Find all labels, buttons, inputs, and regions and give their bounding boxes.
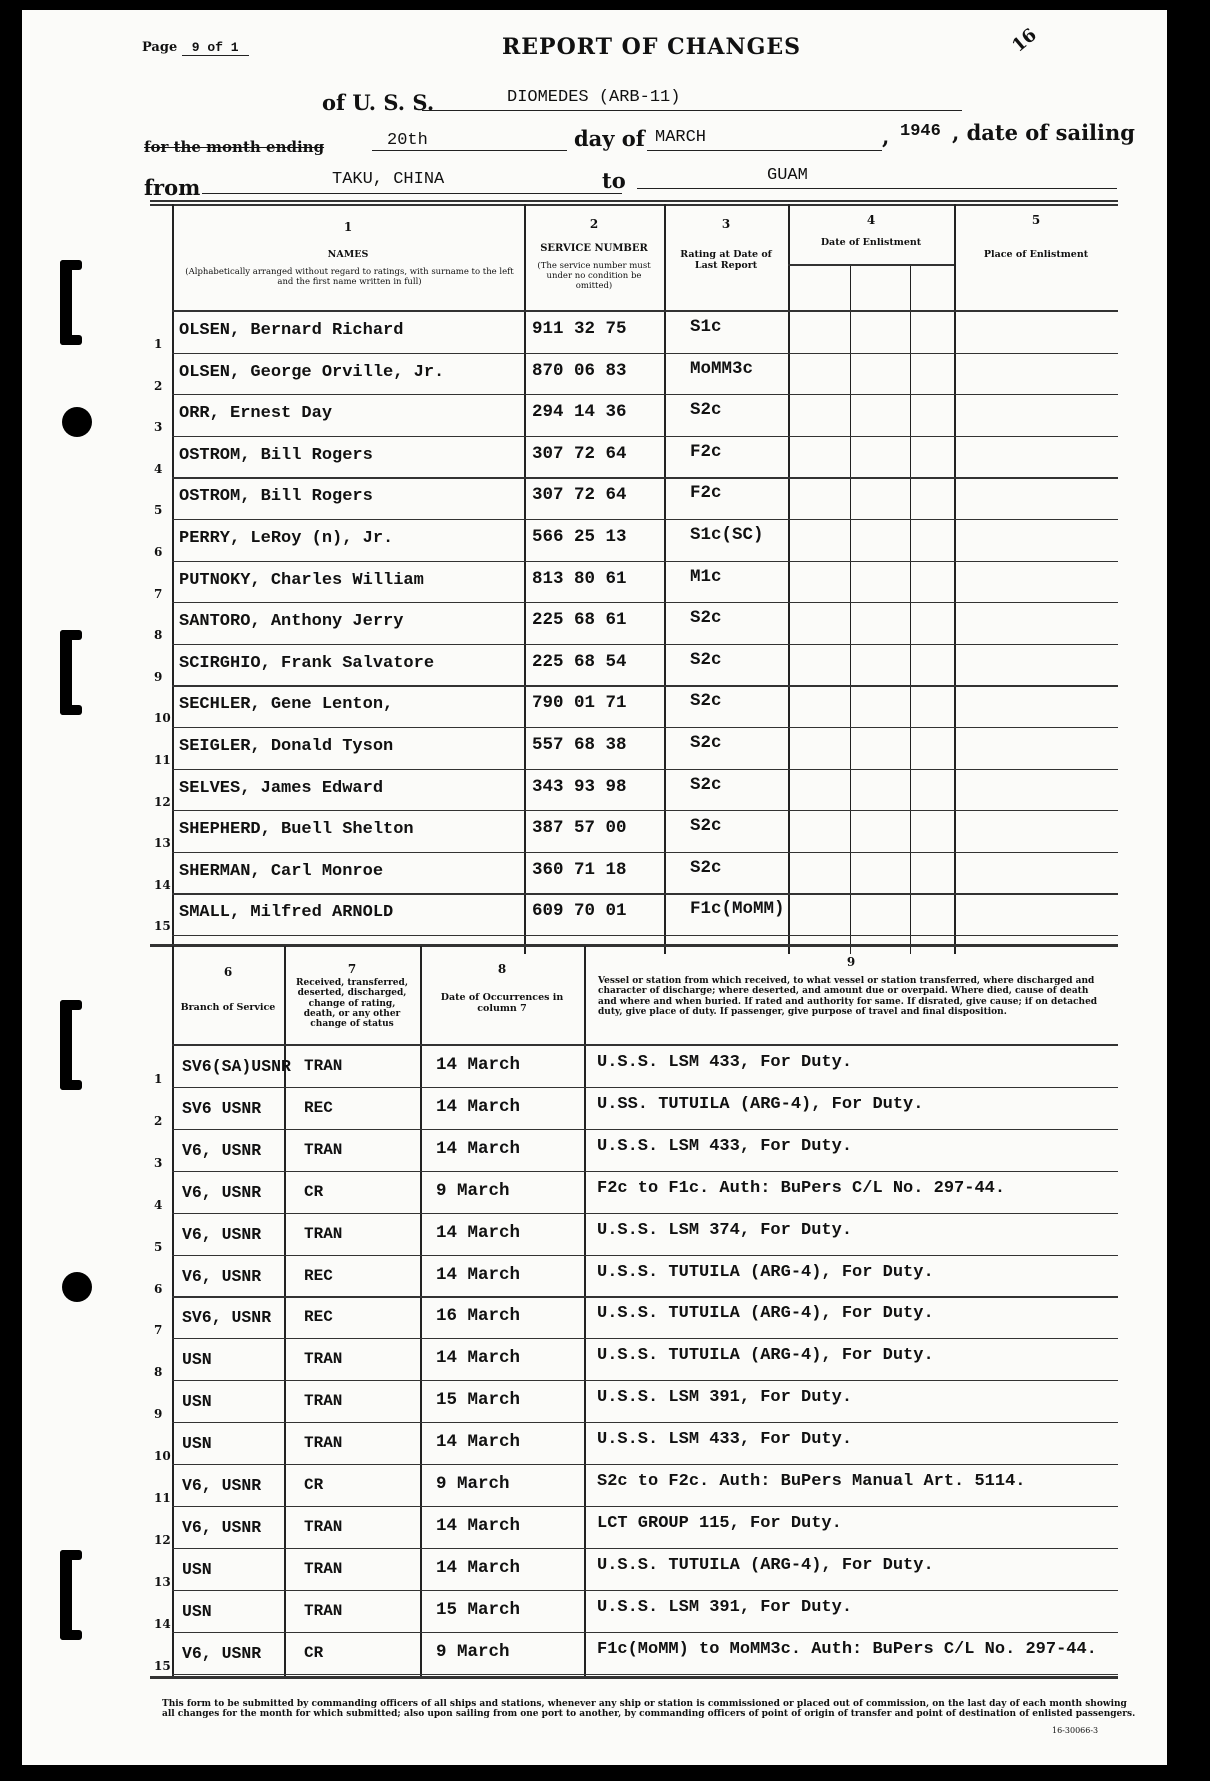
row-divider: [172, 769, 1118, 770]
date-cell: 16 March: [436, 1306, 521, 1327]
name-cell: SEIGLER, Donald Tyson: [179, 737, 394, 756]
rating-cell: S1c(SC): [690, 525, 764, 545]
row-divider: [172, 602, 1118, 603]
service-number-cell: 790 01 71: [532, 693, 627, 714]
row-number: 12: [154, 1532, 171, 1547]
date-cell: 14 March: [436, 1096, 521, 1117]
rating-cell: S1c: [690, 317, 722, 337]
row-number: 14: [154, 1616, 171, 1631]
remarks-cell: U.SS. TUTUILA (ARG-4), For Duty.: [597, 1094, 924, 1114]
row-divider: [172, 477, 1118, 478]
date-of-sailing-label: , date of sailing: [952, 120, 1135, 145]
row-divider: [172, 935, 1118, 936]
name-cell: OSTROM, Bill Rogers: [179, 487, 373, 507]
remarks-cell: F2c to F1c. Auth: BuPers C/L No. 297-44.: [597, 1178, 1006, 1198]
page-number: Page 9 of 1: [142, 40, 249, 55]
row-number: 3: [154, 420, 163, 435]
row-divider: [172, 644, 1118, 645]
row-number: 2: [154, 378, 163, 393]
binder-clip-3: [60, 1000, 72, 1090]
date-cell: 14 March: [436, 1557, 521, 1578]
service-number-cell: 566 25 13: [532, 527, 627, 547]
ship-name: DIOMEDES (ARB-11): [507, 88, 681, 107]
branch-cell: USN: [182, 1392, 212, 1412]
name-cell: SCIRGHIO, Frank Salvatore: [179, 653, 435, 673]
corner-mark: 16: [1008, 24, 1041, 57]
change-cell: REC: [304, 1266, 333, 1285]
row-number: 9: [154, 669, 163, 684]
service-number-cell: 360 71 18: [532, 859, 627, 880]
row-number: 2: [154, 1113, 163, 1128]
rating-cell: S2c: [690, 816, 722, 837]
name-cell: SHEPHERD, Buell Shelton: [179, 820, 414, 840]
footer-note: This form to be submitted by commanding officers of all ships and stations, whenever any ship or station is commissioned or placed out of commission, on the last day of each month showing all changes for the month for which submitted; also upon sailing from one port to another, by commanding officers of point of origin of transfer and point of destination of enlisted passengers.: [162, 1699, 1136, 1719]
rating-cell: S2c: [690, 400, 722, 421]
remarks-cell: U.S.S. LSM 391, For Duty.: [597, 1388, 853, 1408]
row-divider: [172, 1590, 1118, 1591]
name-cell: OSTROM, Bill Rogers: [179, 445, 373, 465]
name-cell: PERRY, LeRoy (n), Jr.: [179, 529, 394, 548]
binder-clip-4: [60, 1550, 72, 1640]
form-number: 16-30066-3: [1052, 1726, 1099, 1735]
row-number: 10: [154, 1449, 171, 1464]
remarks-cell: U.S.S. TUTUILA (ARG-4), For Duty.: [597, 1346, 934, 1366]
branch-cell: USN: [182, 1434, 212, 1454]
row-divider: [172, 727, 1118, 728]
col-change-title: Received, transferred, deserted, discharged, change of rating, death, or any other change of status: [296, 978, 408, 1030]
change-cell: TRAN: [304, 1224, 343, 1243]
date-cell: 15 March: [436, 1390, 521, 1411]
row-divider: [172, 1171, 1118, 1172]
date-cell: 9 March: [436, 1180, 510, 1201]
row-divider: [172, 1087, 1118, 1088]
date-cell: 9 March: [436, 1474, 510, 1494]
name-cell: ORR, Ernest Day: [179, 404, 333, 424]
row-divider: [172, 1380, 1118, 1381]
service-number-cell: 911 32 75: [532, 319, 627, 339]
row-divider: [172, 810, 1118, 811]
rating-cell: MoMM3c: [690, 358, 754, 379]
from-value: TAKU, CHINA: [332, 170, 445, 189]
row-divider: [172, 852, 1118, 853]
row-number: 9: [154, 1407, 163, 1422]
change-cell: TRAN: [304, 1601, 343, 1620]
date-cell: 14 March: [436, 1515, 521, 1536]
row-divider: [172, 1464, 1118, 1465]
punch-hole-top: [62, 407, 92, 437]
name-cell: OLSEN, Bernard Richard: [179, 321, 404, 340]
row-number: 15: [154, 919, 171, 934]
to-label: to: [602, 168, 626, 193]
remarks-cell: U.S.S. LSM 433, For Duty.: [597, 1053, 853, 1072]
branch-cell: V6, USNR: [182, 1517, 262, 1537]
service-number-cell: 609 70 01: [532, 901, 627, 922]
name-cell: SECHLER, Gene Lenton,: [179, 695, 394, 715]
row-number: 6: [154, 1281, 163, 1296]
service-number-cell: 225 68 61: [532, 610, 627, 631]
rating-cell: S2c: [690, 608, 722, 629]
name-cell: SHERMAN, Carl Monroe: [179, 861, 384, 881]
branch-cell: SV6, USNR: [182, 1308, 272, 1328]
day-of-label: day of: [574, 126, 645, 151]
remarks-cell: U.S.S. TUTUILA (ARG-4), For Duty.: [597, 1262, 934, 1282]
row-number: 14: [154, 877, 171, 892]
remarks-cell: U.S.S. TUTUILA (ARG-4), For Duty.: [597, 1304, 934, 1324]
remarks-cell: F1c(MoMM) to MoMM3c. Auth: BuPers C/L No. 297-44.: [597, 1639, 1097, 1659]
row-divider: [172, 1255, 1118, 1256]
change-cell: TRAN: [304, 1140, 343, 1159]
row-number: 1: [154, 337, 163, 351]
date-cell: 14 March: [436, 1432, 521, 1453]
branch-cell: V6, USNR: [182, 1182, 262, 1202]
change-cell: CR: [304, 1476, 324, 1494]
branch-cell: V6, USNR: [182, 1140, 262, 1160]
row-number: 4: [154, 1197, 163, 1212]
row-number: 8: [154, 628, 163, 643]
row-divider: [172, 1632, 1118, 1633]
rating-cell: F2c: [690, 441, 722, 462]
row-divider: [172, 1129, 1118, 1130]
row-divider: [172, 1213, 1118, 1214]
rating-cell: F1c(MoMM): [690, 899, 785, 920]
col-names-title: NAMES: [327, 249, 369, 260]
branch-cell: USN: [182, 1601, 212, 1621]
branch-cell: USN: [182, 1559, 212, 1579]
row-divider: [172, 685, 1118, 686]
name-cell: PUTNOKY, Charles William: [179, 570, 424, 590]
date-cell: 15 March: [436, 1599, 521, 1620]
row-number: 11: [154, 753, 171, 767]
row-number: 3: [154, 1155, 163, 1170]
name-cell: SANTORO, Anthony Jerry: [179, 612, 404, 632]
rating-cell: M1c: [690, 566, 722, 587]
col-date-title: Date of Occurrences in column 7: [440, 992, 564, 1014]
day-value: 20th: [387, 131, 428, 150]
rating-cell: S2c: [690, 649, 722, 670]
year-value: 1946: [900, 122, 941, 141]
change-cell: REC: [304, 1098, 333, 1117]
date-cell: 14 March: [436, 1055, 521, 1075]
binder-clip-1: [60, 260, 72, 345]
col-enlistment-date-title: Date of Enlistment: [820, 237, 922, 248]
name-cell: SMALL, Milfred ARNOLD: [179, 903, 394, 923]
service-number-cell: 813 80 61: [532, 568, 627, 589]
row-number: 13: [154, 1574, 171, 1589]
from-label: from: [144, 175, 201, 200]
change-cell: REC: [304, 1308, 333, 1327]
date-cell: 14 March: [436, 1348, 521, 1369]
change-cell: TRAN: [304, 1057, 343, 1075]
service-number-cell: 307 72 64: [532, 485, 627, 506]
remarks-cell: S2c to F2c. Auth: BuPers Manual Art. 5114.: [597, 1472, 1026, 1491]
row-divider: [172, 1506, 1118, 1507]
row-number: 13: [154, 836, 171, 851]
change-cell: CR: [304, 1643, 324, 1662]
remarks-cell: U.S.S. LSM 433, For Duty.: [597, 1430, 853, 1450]
name-cell: SELVES, James Edward: [179, 778, 384, 798]
date-cell: 9 March: [436, 1641, 510, 1662]
col-branch-title: Branch of Service: [180, 1002, 276, 1013]
row-number: 5: [154, 1239, 163, 1254]
row-number: 8: [154, 1365, 163, 1380]
remarks-cell: U.S.S. LSM 391, For Duty.: [597, 1597, 853, 1617]
branch-cell: V6, USNR: [182, 1476, 262, 1495]
col-names-note: (Alphabetically arranged without regard to ratings, with surname to the left and the first name written in full): [185, 267, 514, 287]
binder-clip-2: [60, 630, 72, 715]
row-number: 12: [154, 794, 171, 809]
col-service-title: SERVICE NUMBER: [540, 243, 648, 254]
row-number: 1: [154, 1072, 163, 1086]
row-divider: [172, 1338, 1118, 1339]
service-number-cell: 870 06 83: [532, 360, 627, 381]
service-number-cell: 557 68 38: [532, 735, 627, 755]
name-cell: OLSEN, George Orville, Jr.: [179, 362, 445, 382]
row-divider: [172, 394, 1118, 395]
rating-cell: F2c: [690, 483, 722, 504]
row-number: 11: [154, 1491, 171, 1505]
page-title: REPORT OF CHANGES: [502, 34, 802, 60]
date-cell: 14 March: [436, 1264, 521, 1285]
change-cell: TRAN: [304, 1517, 343, 1536]
remarks-cell: U.S.S. TUTUILA (ARG-4), For Duty.: [597, 1555, 934, 1575]
change-cell: TRAN: [304, 1559, 343, 1578]
service-number-cell: 307 72 64: [532, 443, 627, 464]
branch-cell: V6, USNR: [182, 1266, 262, 1286]
col-rating-title: Rating at Date of Last Report: [680, 249, 772, 271]
row-divider: [172, 1422, 1118, 1423]
rating-cell: S2c: [690, 774, 722, 795]
branch-cell: USN: [182, 1350, 212, 1370]
change-cell: TRAN: [304, 1434, 343, 1453]
row-number: 15: [154, 1658, 171, 1673]
document-page: Page 9 of 1 REPORT OF CHANGES 16 of U. S. S. DIOMEDES (ARB-11) for the month ending 20th day of MARCH , 1946 , date of sailing from TAKU, CHINA to GUAM 1 NAMES (Alphabetically arranged without regard to ratings, with surname to the left and the first name written in full) 2 SERVICE NUMBER (The service number must under no condition be omitted) 3 Rating at Date of Last Report 4 Date of Enlistment 5 Place of Enlistment 1 OLSEN, Bernard Richard 911 32 75 S1c 2 OLSEN, George Orville, Jr. 870 06 83 MoMM3c 3 ORR, Ernest Day 294 14 36 S2c 4 OSTROM, Bill Rogers 307 72 64 F2c 5 OSTROM, Bill Rogers 307 72 64 F2c 6 PERRY, LeRoy (n), Jr. 566 25 13 S1c(SC) 7 PUTNOKY, Charles William 813 80 61 M1c 8 SANTORO, Anthony Jerry 225 68 61 S2c 9 SCIRGHIO, Frank Salvatore 225 68 54 S2c 10 SECHLER, Gene Lenton, 790 01 71 S2c 11 SEIGLER, Donald Tyson 557 68 38 S2c 12 SELVES, James Edward 343 93 98 S2c 13 SHEPHERD, Buell Shelton 387 57 00 S2c 14 SHERMAN, Carl Monroe 360 71 18 S2c 15 SMALL, Milfred ARNOLD 609 70 01 F1c(MoMM) 6 Branch of Service 7 Received, transferred, deserted, discharged, change of rating, death, or any other change of status 8 Date of Occurrences in column 7 9 Vessel or station from which received, to what vessel or station transferred, where discharged and character of discharge; where deserted, and amount due or overpaid. Where died, cause of death and where and when buried. If rated and authority for same. If disrated, give cause; if on detached duty, give place of duty. If passenger, give purpose of travel and final disposition. 1 SV6(SA)USNR TRAN 14 March U.S.S. LSM 433, For Duty. 2 SV6 USNR REC 14 March U.SS. TUTUILA (ARG-4), For Duty. 3 V6, USNR TRAN 14 March U.S.S. LSM 433, For Duty. 4 V6, USNR CR 9 March F2c to F1c. Auth: BuPers C/L No. 297-44. 5 V6, USNR TRAN 14 March U.S.S. LSM 374, For Duty. 6 V6, USNR REC 14 March U.S.S. TUTUILA (ARG-4), For Duty. 7 SV6, USNR REC 16 March U.S.S. TUTUILA (ARG-4), For Duty. 8 USN TRAN 14 March U.S.S. TUTUILA (ARG-4), For Duty. 9 USN TRAN 15 March U.S.S. LSM 391, For Duty. 10 USN TRAN 14 March U.S.S. LSM 433, For Duty. 11 V6, USNR CR 9 March S2c to F2c. Auth: BuPers Manual Art. 5114. 12 V6, USNR TRAN 14 March LCT GROUP 115, For Duty. 13 USN TRAN 14 March U.S.S. TUTUILA (ARG-4), For Duty. 14 USN TRAN 15 March U.S.S. LSM 391, For Duty. 15 V6, USNR CR 9 March F1c(MoMM) to MoMM3c. Auth: BuPers C/L No. 297-44. This form to be submitted by commanding officers of all ships and stations, whenever any ship or station is commissioned or placed out of commission, on the last day of each month showing all changes for the month for which submitted; also upon sailing from one port to another, by commanding officers of point of origin of transfer and point of destination of enlisted passengers. 16-30066-3: [22, 10, 1167, 1765]
service-number-cell: 387 57 00: [532, 818, 627, 839]
row-number: 4: [154, 461, 163, 476]
remarks-cell: U.S.S. LSM 374, For Duty.: [597, 1220, 853, 1240]
for-month-label: for the month ending: [144, 138, 325, 156]
remarks-cell: LCT GROUP 115, For Duty.: [597, 1513, 842, 1533]
branch-cell: V6, USNR: [182, 1643, 262, 1663]
branch-cell: SV6(SA)USNR: [182, 1057, 291, 1076]
change-cell: TRAN: [304, 1392, 343, 1411]
branch-cell: V6, USNR: [182, 1224, 262, 1244]
punch-hole-bottom: [62, 1272, 92, 1302]
row-divider: [172, 893, 1118, 894]
col-service-note: (The service number must under no condition be omitted): [537, 261, 651, 291]
service-number-cell: 294 14 36: [532, 402, 627, 423]
row-number: 7: [154, 1323, 163, 1338]
row-number: 7: [154, 586, 163, 601]
date-cell: 14 March: [436, 1138, 521, 1159]
col-enlistment-place-title: Place of Enlistment: [983, 249, 1089, 260]
date-cell: 14 March: [436, 1222, 521, 1243]
row-number: 5: [154, 503, 163, 518]
rating-cell: S2c: [690, 691, 722, 712]
remarks-cell: U.S.S. LSM 433, For Duty.: [597, 1136, 853, 1156]
row-divider: [172, 1296, 1118, 1297]
month-value: MARCH: [655, 128, 707, 147]
row-number: 10: [154, 711, 171, 726]
branch-cell: SV6 USNR: [182, 1098, 262, 1118]
service-number-cell: 343 93 98: [532, 776, 627, 797]
rating-cell: S2c: [690, 733, 722, 753]
row-divider: [172, 353, 1118, 354]
change-cell: TRAN: [304, 1350, 343, 1369]
to-value: GUAM: [767, 166, 808, 185]
row-divider: [172, 436, 1118, 437]
change-cell: CR: [304, 1182, 324, 1201]
row-divider: [172, 1548, 1118, 1549]
row-divider: [172, 519, 1118, 520]
rating-cell: S2c: [690, 857, 722, 878]
col-remarks-title: Vessel or station from which received, to what vessel or station transferred, where discharged and character of discharge; where deserted, and amount due or overpaid. Where died, cause of death and where and when buried. If rated and authority for same. If disrated, give cause; if on detached duty, give place of duty. If passenger, give purpose of travel and final disposition.: [598, 976, 1098, 1018]
service-number-cell: 225 68 54: [532, 651, 627, 672]
row-number: 6: [154, 545, 163, 559]
row-divider: [172, 561, 1118, 562]
of-uss-label: of U. S. S.: [322, 90, 435, 115]
row-divider: [172, 1674, 1118, 1675]
